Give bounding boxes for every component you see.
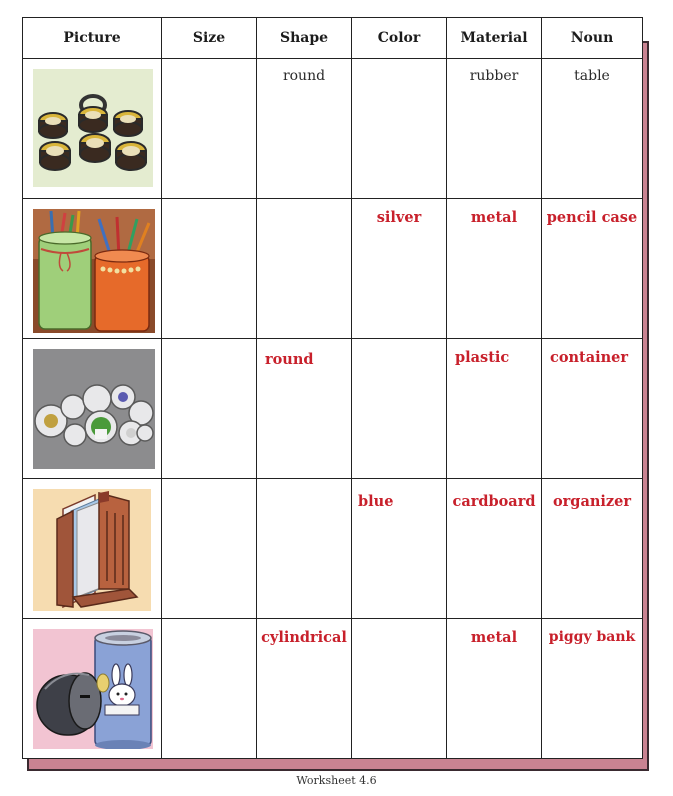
noun-cell[interactable] [542, 479, 643, 619]
noun-cell[interactable] [542, 619, 643, 759]
picture-cell [23, 339, 162, 479]
color-value: silver [376, 209, 422, 226]
header-noun: Noun [542, 18, 643, 59]
noun-value: organizer [553, 493, 631, 510]
table-row [23, 59, 643, 199]
header-size: Size [162, 18, 257, 59]
size-cell[interactable] [162, 59, 257, 199]
noun-value: table [574, 68, 610, 84]
size-value [162, 479, 256, 489]
worksheet-caption: Worksheet 4.6 [296, 774, 377, 787]
pencil-holders-image [33, 209, 155, 333]
material-cell[interactable] [447, 199, 542, 339]
color-cell[interactable] [352, 479, 447, 619]
color-cell[interactable] [352, 619, 447, 759]
size-cell[interactable] [162, 619, 257, 759]
material-value: rubber [469, 68, 519, 84]
color-value [352, 59, 446, 68]
size-cell[interactable] [162, 339, 257, 479]
shape-value: round [282, 68, 326, 84]
material-value: cardboard [452, 493, 536, 510]
material-cell[interactable] [447, 59, 542, 199]
material-cell[interactable] [447, 619, 542, 759]
worksheet-table [22, 17, 643, 759]
shape-cell[interactable] [257, 59, 352, 199]
header-shape: Shape [257, 18, 352, 59]
table-row [23, 619, 643, 759]
rubber-table-pads-image [33, 69, 153, 187]
shape-cell[interactable] [257, 479, 352, 619]
size-value [162, 619, 256, 629]
size-value [162, 199, 256, 209]
material-value: metal [470, 209, 518, 226]
color-value: blue [358, 493, 394, 510]
header-picture: Picture [23, 18, 162, 59]
header-material: Material [447, 18, 542, 59]
shape-value: cylindrical [261, 629, 347, 646]
round-plastic-containers-image [33, 349, 155, 469]
size-cell[interactable] [162, 199, 257, 339]
header-color: Color [352, 18, 447, 59]
noun-value: container [550, 349, 629, 366]
picture-cell [23, 619, 162, 759]
table-row [23, 199, 643, 339]
noun-value: piggy bank [548, 629, 636, 645]
shape-value [257, 479, 351, 489]
picture-cell [23, 479, 162, 619]
piggy-bank-tins-image [33, 629, 153, 749]
material-value: plastic [455, 349, 510, 366]
shape-cell[interactable] [257, 199, 352, 339]
picture-cell [23, 59, 162, 199]
noun-cell[interactable] [542, 59, 643, 199]
shape-value: round [265, 351, 314, 368]
material-cell[interactable] [447, 339, 542, 479]
size-value [162, 59, 256, 68]
size-cell[interactable] [162, 479, 257, 619]
table-row [23, 479, 643, 619]
color-value [352, 339, 446, 349]
picture-cell [23, 199, 162, 339]
material-value: metal [470, 629, 518, 646]
material-cell[interactable] [447, 479, 542, 619]
cardboard-organizer-image [33, 489, 151, 611]
noun-cell[interactable] [542, 339, 643, 479]
shape-cell[interactable] [257, 619, 352, 759]
color-cell[interactable] [352, 339, 447, 479]
table-row [23, 339, 643, 479]
size-value [162, 339, 256, 349]
shape-cell[interactable] [257, 339, 352, 479]
color-cell[interactable] [352, 59, 447, 199]
color-value [352, 619, 446, 629]
noun-value: pencil case [546, 209, 638, 226]
header-row [23, 18, 643, 59]
shape-value [257, 199, 351, 209]
color-cell[interactable] [352, 199, 447, 339]
noun-cell[interactable] [542, 199, 643, 339]
